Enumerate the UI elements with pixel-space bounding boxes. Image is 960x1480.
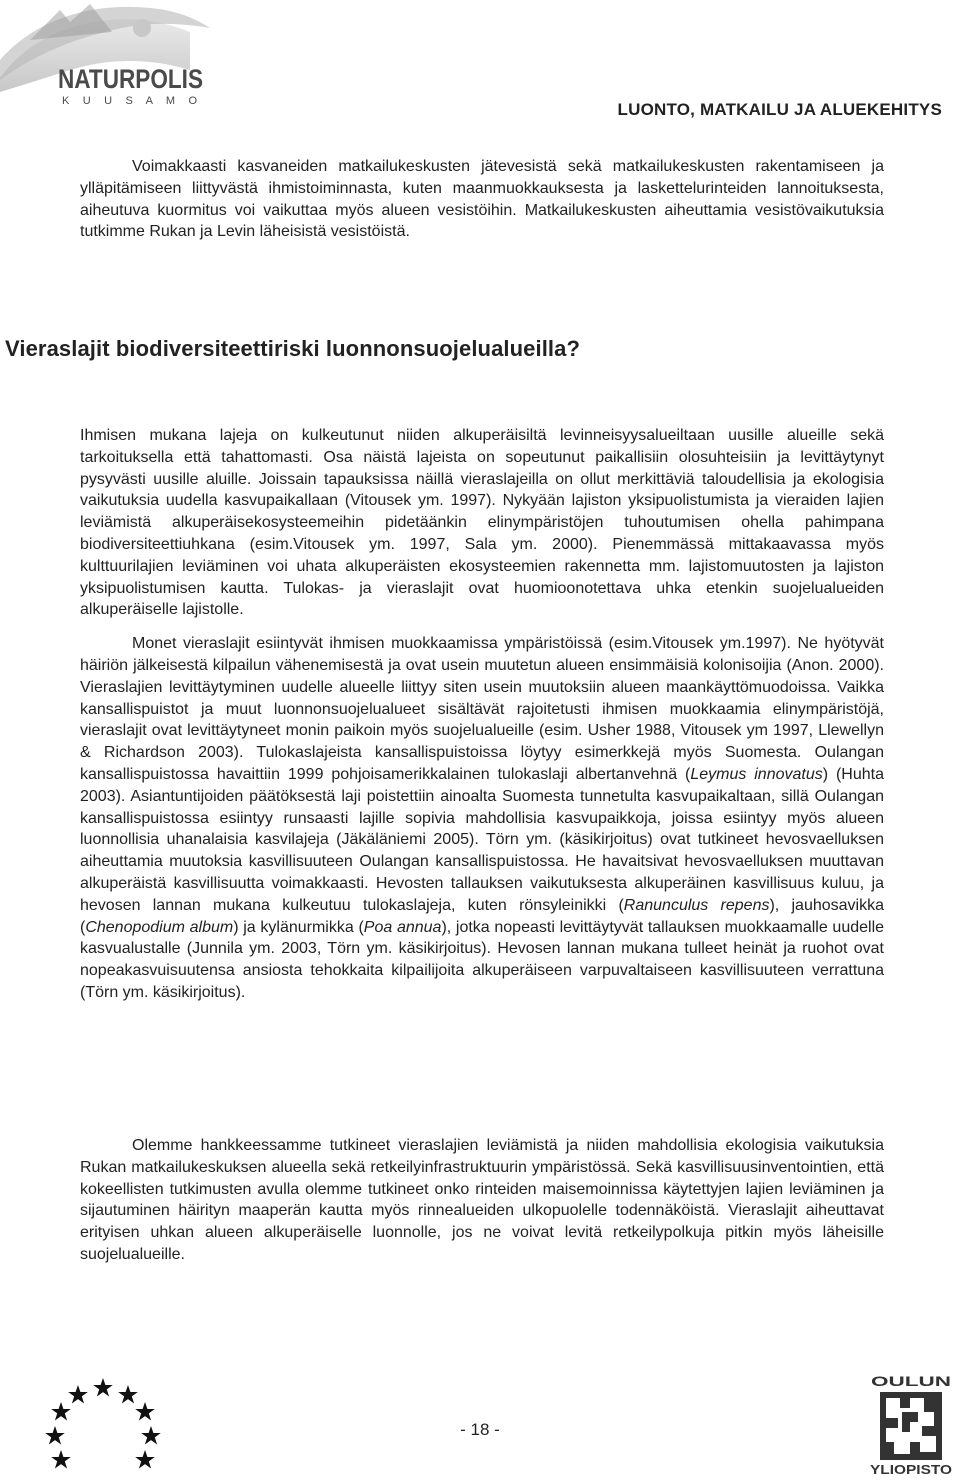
- logo-text-top: OULUN: [871, 1373, 951, 1389]
- species-name: Chenopodium album: [85, 918, 234, 936]
- species-name: Leymus innovatus: [690, 765, 823, 783]
- paragraph-2-part-e: ), jotka nopeasti levittäytyvät tallauksen muokkaamalle uudelle kasvualustalle (Junnila ym. 2003, Törn ym. käsikirjoitus). Hevosen lannan mukana tulleet heinät ja ruohot ovat nopeakasvuisuutensa ansiosta tehokkaita kilpailijoita alkuperäiseen varpuvaltaiseen kasvillisuuteen verrattuna (Törn ym. käsikirjoitus).: [80, 918, 885, 1001]
- paragraph-2-part-a: Monet vieraslajit esiintyvät ihmisen muokkaamissa ympäristöissä (esim.Vitousek ym.1997). Ne hyötyvät häiriön jälkeisestä kilpailun vähenemisestä ja ovat usein muutetun alueen ensimmäisiä kolonisoijia (Anon. 2000). Vieraslajien levittäytyminen uudelle alueelle liittyy siten usein muutoksiin alueen maankäyttömuodoissa. Vaikka kansallispuistot ja muut luonnonsuojelualueet sisältävät rajoitetusti ihmisen muokkaamia elinympäristöjä, vieraslajit ovat levittäytyneet monin paikoin myös suojelualueille (esim. Usher 1988, Vitousek ym 1997, Llewellyn & Richardson 2003). Tulokaslajeista kansallispuistoissa löytyy esimerkkejä myös Suomesta. Oulangan kansallispuistossa havaittiin 1999 pohjoisamerikkalainen tulokaslaji albertanvehnä (: [80, 635, 884, 783]
- page-number: - 18 -: [460, 1420, 500, 1439]
- oulu-university-logo: [866, 1372, 956, 1478]
- paragraph-2-part-c: ), jauhosavikka (: [80, 896, 884, 936]
- logo-subtitle: K U U S A M O: [62, 95, 197, 107]
- paragraph-2-part-d: ) ja kylänurmikka (: [233, 918, 364, 936]
- closing-section: [80, 1135, 884, 1266]
- section-heading: Vieraslajit biodiversiteettiriski luonnonsuojelualueilla?: [5, 336, 581, 361]
- intro-paragraph: Voimakkaasti kasvaneiden matkailukeskusten jätevesistä sekä matkailukeskusten rakentamiseen ja ylläpitämiseen liittyvästä ihmistoiminnasta, kuten maanmuokkauksesta ja laskettelurinteiden lannoituksesta, aiheutuva kuormitus voi vaikuttaa myös alueen vesistöihin. Matkailukeskusten aiheuttamia vesistövaikutuksia tutkimme Rukan ja Levin läheisistä vesistöistä.: [80, 158, 884, 241]
- paragraph-1: Ihmisen mukana lajeja on kulkeutunut niiden alkuperäisiltä levinneisyysalueiltaan uusille alueille sekä tarkoituksella että tahattomasti. Osa näistä lajeista on sopeutunut paikallisiin olosuhteisiin ja levittäytynyt pysyvästi uusille aluille. Joissain tapauksissa näillä vieraslajeilla on ollut merkittäviä taloudellisia ja ekologisia vaikutuksia uudella kasvupaikallaan (Vitousek ym. 1997). Nykyään lajiston yksipuolistumista ja vieraiden lajien leviämistä alkuperäisekosysteemeihin pidetäänkin elinympäristöjen tuhoutumisen ohella pahimpana biodiversiteettiuhkana (esim.Vitousek ym. 1997, Sala ym. 2000). Pienemmässä mittakaavassa myös kulttuurilajien leviäminen voi uhata alkuperäisten ekosysteemien rakennetta mm. lajistomuutosten ja lajiston yksipuolistumisen kautta. Tulokas- ja vieraslajit ovat huomioonotettava uhka etenkin suojelualueiden alkuperäiselle lajistolle.: [80, 427, 884, 619]
- logo-text-bottom: YLIOPISTO: [870, 1462, 952, 1477]
- logo-wordmark: NATURPOLIS: [58, 64, 203, 94]
- species-name: Poa annua: [363, 918, 442, 936]
- intro-section: [80, 156, 884, 243]
- paragraph-3: Olemme hankkeessamme tutkineet vieraslajien leviämistä ja niiden mahdollisia ekologisia vaikutuksia Rukan matkailukeskuksen alueella sekä retkeilyinfrastruktuurin ympäristössä. Sekä kasvillisuusinventointien, että kokeellisten tutkimusten avulla olemme tutkineet onko rinteiden maisemoinnissa käytettyjen lajien leviäminen ja sijautuminen häirityn maaperän kautta myös rinnealueiden ulkopuolelle todennäköistä. Vieraslajit aiheuttavat erityisen uhkan alueen alkuperäiselle luonnolle, jos ne voivat levitä retkeilypolkuja pitkin myös läheisille suojelualueille.: [80, 1137, 884, 1263]
- section-body: [80, 425, 884, 1004]
- running-header: LUONTO, MATKAILU JA ALUEKEHITYS: [617, 100, 942, 119]
- paragraph-2-part-b: ) (Huhta 2003). Asiantuntijoiden päätöksestä laji poistettiin ainoalta Suomesta tunnetulta kasvupaikaltaan, sillä Oulangan kansallispuistossa esiintyy runsaasti lajille sopivia mahdollisia kasvupaikkoja, joissa esiintyy myös alueen luonnollisia uhanalaisia kasvilajeja (Jäkäläniemi 2005). Törn ym. (käsikirjoitus) ovat tutkineet hevosvaelluksen aiheuttamia muutoksia kasvillisuuteen Oulangan kansallispuistossa. He havaitsivat hevosvaelluksen muuttavan alkuperäistä kasvillisuutta voimakkaasti. Hevosten tallauksen vaikutuksesta alkuperäinen kasvillisuus kuluu, ja hevosen lannan mukana kulkeutuu tulokaslajeja, kuten rönsyleinikki (: [80, 765, 884, 914]
- paragraph-2: [80, 633, 884, 1004]
- naturpolis-logo: [0, 0, 215, 110]
- species-name: Ranunculus repens: [623, 896, 770, 914]
